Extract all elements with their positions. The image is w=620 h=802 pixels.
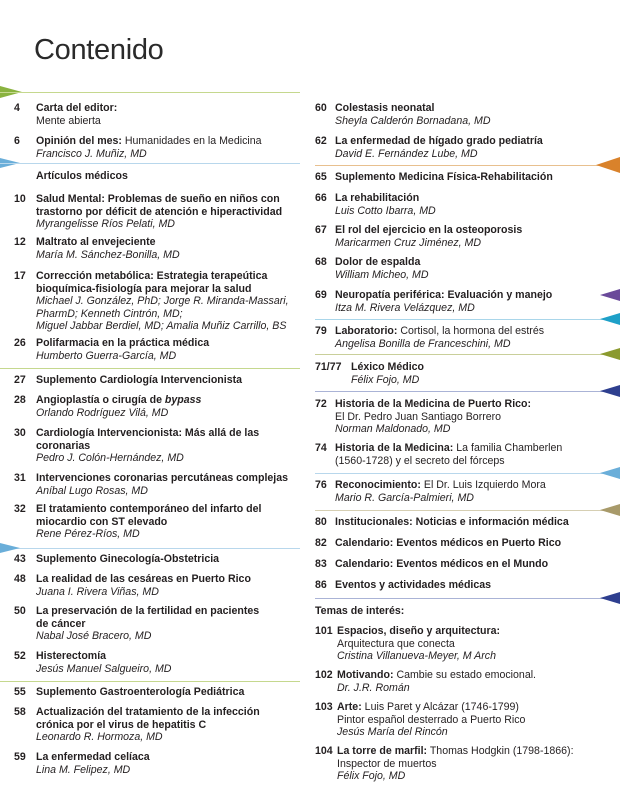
entry-title: El rol del ejercicio en la osteoporosis: [335, 224, 523, 236]
entry-author: William Micheo, MD: [335, 268, 429, 281]
entry-title: Actualización del tratamiento de la infección: [36, 706, 260, 718]
entry-author: Leonardo R. Hormoza, MD: [36, 731, 163, 744]
entry-title: La realidad de las cesáreas en Puerto Rico: [36, 573, 251, 585]
entry-title: Suplemento Medicina Física-Rehabilitación: [335, 171, 553, 183]
page-number: 86: [315, 579, 327, 591]
section-heading-articulos: Artículos médicos: [36, 170, 128, 182]
entry-title: coronarias: [36, 439, 91, 452]
darkblue-wedge-decoration: [600, 592, 620, 604]
entry-author: Maricarmen Cruz Jiménez, MD: [335, 236, 481, 249]
entry-subtitle: (1560-1728) y el secreto del fórceps: [335, 454, 505, 467]
entry-subtitle: El Dr. Pedro Juan Santiago Borrero: [335, 410, 502, 423]
entry-title: Corrección metabólica: Estrategia terapeútica: [36, 270, 268, 282]
toc-entry-4[interactable]: [14, 102, 299, 127]
divider: [315, 473, 620, 474]
page-number: 72: [315, 398, 327, 410]
page-number: 12: [14, 236, 26, 248]
entry-title: Salud Mental: Problemas de sueño en niños con: [36, 193, 280, 205]
blue-wedge-decoration: [600, 467, 620, 479]
page-number: 10: [14, 193, 26, 205]
page-number: 82: [315, 537, 327, 549]
entry-title: trastorno por déficit de atención e hiperactividad: [36, 205, 283, 218]
page-number: 58: [14, 706, 26, 718]
entry-subtitle: El Dr. Luis Izquierdo Mora: [420, 479, 546, 491]
darkblue-wedge-decoration: [600, 385, 620, 397]
entry-author: David E. Fernández Lube, MD: [335, 147, 478, 160]
toc-entry-104[interactable]: [315, 745, 615, 783]
entry-title: Carta del editor:: [36, 102, 118, 114]
toc-entry-79[interactable]: [315, 325, 600, 350]
entry-title: de cáncer: [36, 617, 86, 630]
entry-author: Félix Fojo, MD: [337, 770, 406, 783]
toc-entry-83[interactable]: [315, 558, 600, 571]
entry-title: Histerectomía: [36, 650, 107, 662]
toc-entry-6[interactable]: [14, 135, 299, 160]
tan-wedge-decoration: [600, 504, 620, 516]
entry-title: Espacios, diseño y arquitectura:: [337, 625, 501, 637]
page-number: 48: [14, 573, 26, 585]
entry-title: La preservación de la fertilidad en pacientes: [36, 605, 260, 617]
toc-entry-50[interactable]: [14, 605, 299, 643]
entry-title: Calendario: Eventos médicos en el Mundo: [335, 558, 549, 570]
entry-subtitle: Luis Paret y Alcázar (1746-1799): [361, 701, 519, 713]
entry-author: Humberto Guerra-García, MD: [36, 349, 177, 362]
entry-title: crónica por el virus de hepatitis C: [36, 718, 207, 731]
divider: [315, 391, 620, 392]
page-number: 68: [315, 256, 327, 268]
toc-entry-68[interactable]: [315, 256, 600, 281]
page-number: 17: [14, 270, 26, 282]
entry-title: Intervenciones coronarias percutáneas complejas: [36, 472, 288, 484]
entry-title: Historia de la Medicina:: [335, 442, 454, 454]
section-heading-temas: Temas de interés:: [315, 605, 405, 617]
page-number: 71/77: [315, 361, 342, 373]
entry-subtitle: La familia Chamberlen: [453, 442, 563, 454]
page-number: 79: [315, 325, 327, 337]
entry-title: Suplemento Gastroenterología Pediátrica: [36, 686, 245, 698]
entry-title: Arte:: [337, 701, 362, 713]
entry-author: Aníbal Lugo Rosas, MD: [36, 484, 148, 497]
entry-subtitle: Mente abierta: [36, 114, 101, 127]
entry-author: Mario R. García-Palmieri, MD: [335, 491, 474, 504]
entry-title: Opinión del mes:: [36, 135, 122, 147]
page-number: 52: [14, 650, 26, 662]
entry-title: Historia de la Medicina de Puerto Rico:: [335, 398, 532, 410]
page-number: 76: [315, 479, 327, 491]
page-number: 104: [315, 745, 333, 757]
page-number: 55: [14, 686, 26, 698]
entry-title: Suplemento Ginecología-Obstetricia: [36, 553, 220, 565]
page-number: 27: [14, 374, 26, 386]
toc-entry-103[interactable]: [315, 701, 605, 739]
entry-title: miocardio con ST elevado: [36, 515, 168, 528]
page-number: 102: [315, 669, 333, 681]
entry-subtitle: Cambie su estado emocional.: [393, 669, 537, 681]
entry-subtitle: Inspector de muertos: [337, 757, 437, 770]
entry-title: Suplemento Cardiología Intervencionista: [36, 374, 243, 386]
entry-title: Eventos y actividades médicas: [335, 579, 492, 591]
page-number: 69: [315, 289, 327, 301]
entry-title: Léxico Médico: [351, 361, 424, 373]
toc-entry-65[interactable]: [315, 171, 610, 184]
entry-author: Nabal José Bracero, MD: [36, 630, 152, 643]
teal-wedge-decoration: [600, 313, 620, 325]
page-number: 66: [315, 192, 327, 204]
entry-title: La torre de marfil:: [337, 745, 428, 757]
page-number: 6: [14, 135, 20, 147]
toc-entry-69[interactable]: [315, 289, 600, 314]
entry-author: Cristina Villanueva-Meyer, M Arch: [337, 650, 496, 663]
entry-title: La enfermedad celíaca: [36, 751, 150, 763]
toc-entry-59[interactable]: [14, 751, 299, 776]
page-number: 65: [315, 171, 327, 183]
toc-entry-26[interactable]: [14, 337, 299, 362]
divider: [0, 548, 300, 549]
toc-entry-66[interactable]: [315, 192, 600, 217]
page-number: 67: [315, 224, 327, 236]
entry-title: bioquímica-fisiología para mejorar la salud: [36, 282, 252, 295]
toc-entry-52[interactable]: [14, 650, 299, 675]
divider: [0, 92, 300, 93]
entry-author: Myrangelisse Ríos Pelati, MD: [36, 218, 175, 231]
entry-title: El tratamiento contemporáneo del infarto del: [36, 503, 262, 515]
entry-author: PharmD; Kenneth Cintrón, MD;: [36, 307, 183, 320]
entry-title: Laboratorio:: [335, 325, 398, 337]
entry-title: Calendario: Eventos médicos en Puerto Rico: [335, 537, 562, 549]
entry-title: Neuropatía periférica: Evaluación y manejo: [335, 289, 553, 301]
toc-entry-28[interactable]: [14, 394, 299, 419]
page-number: 32: [14, 503, 26, 515]
purple-wedge-decoration: [600, 289, 620, 301]
blue-wedge-decoration: [0, 543, 20, 553]
toc-entry-72[interactable]: [315, 398, 600, 436]
entry-author: Jesús María del Rincón: [337, 726, 448, 739]
entry-title: La rehabilitación: [335, 192, 420, 204]
entry-subtitle: Humanidades en la Medicina: [121, 135, 262, 147]
entry-subtitle: Thomas Hodgkin (1798-1866):: [427, 745, 574, 757]
entry-author: Luis Cotto Ibarra, MD: [335, 204, 436, 217]
divider: [0, 368, 300, 369]
toc-entry-74[interactable]: [315, 442, 600, 467]
entry-title: La enfermedad de hígado grado pediatría: [335, 135, 543, 147]
toc-entry-76[interactable]: [315, 479, 600, 504]
entry-author: Miguel Jabbar Berdiel, MD; Amalia Muñiz Carrillo, BS: [36, 320, 287, 333]
divider: [0, 681, 300, 682]
page-title: Contenido: [34, 34, 164, 66]
entry-author: Jesús Manuel Salgueiro, MD: [36, 662, 172, 675]
toc-entry-82[interactable]: [315, 537, 600, 550]
divider: [315, 598, 620, 599]
toc-entry-67[interactable]: [315, 224, 600, 249]
page-number: 83: [315, 558, 327, 570]
page-number: 59: [14, 751, 26, 763]
page-number: 101: [315, 625, 333, 637]
page-number: 4: [14, 102, 20, 114]
entry-author: Juana I. Rivera Viñas, MD: [36, 585, 159, 598]
page-number: 80: [315, 516, 327, 528]
entry-author: Lina M. Felipez, MD: [36, 763, 131, 776]
entry-author: Michael J. González, PhD; Jorge R. Miranda-Massari,: [36, 295, 289, 308]
page-number: 103: [315, 701, 333, 713]
entry-title: Polifarmacia en la práctica médica: [36, 337, 210, 349]
entry-author: Francisco J. Muñiz, MD: [36, 147, 147, 160]
page-number: 28: [14, 394, 26, 406]
toc-entry-55[interactable]: [14, 686, 299, 699]
entry-title: Maltrato al envejeciente: [36, 236, 156, 248]
toc-entry-12[interactable]: [14, 236, 299, 261]
entry-author: Félix Fojo, MD: [351, 373, 420, 386]
entry-subtitle: Arquitectura que conecta: [337, 637, 455, 650]
toc-entry-31[interactable]: [14, 472, 304, 497]
entry-author: Dr. J.R. Román: [337, 681, 410, 694]
entry-title: Institucionales: Noticias e información médica: [335, 516, 569, 528]
divider: [0, 163, 300, 164]
divider: [315, 510, 620, 511]
entry-title: Angioplastía o cirugía de: [36, 394, 165, 406]
toc-entry-10[interactable]: [14, 193, 304, 231]
page-number: 30: [14, 427, 26, 439]
divider: [315, 354, 620, 355]
toc-entry-101[interactable]: [315, 625, 605, 663]
toc-entry-102[interactable]: [315, 669, 605, 694]
entry-author: Angelisa Bonilla de Franceschini, MD: [335, 337, 511, 350]
divider: [315, 319, 620, 320]
page-number: 31: [14, 472, 26, 484]
toc-entry-48[interactable]: [14, 573, 299, 598]
page-number: 26: [14, 337, 26, 349]
toc-entry-43[interactable]: [14, 553, 299, 566]
toc-entry-27[interactable]: [14, 374, 299, 387]
entry-author: María M. Sánchez-Bonilla, MD: [36, 248, 180, 261]
entry-title: Cardiología Intervencionista: Más allá de las: [36, 427, 260, 439]
entry-subtitle: Pintor español desterrado a Puerto Rico: [337, 713, 526, 726]
toc-entry-32[interactable]: [14, 503, 299, 541]
entry-author: Itza M. Rivera Velázquez, MD: [335, 301, 475, 314]
entry-title: Colestasis neonatal: [335, 102, 435, 114]
page-number: 43: [14, 553, 26, 565]
toc-entry-30[interactable]: [14, 427, 299, 465]
toc-entry-58[interactable]: [14, 706, 299, 744]
entry-title: Dolor de espalda: [335, 256, 421, 268]
olive-wedge-decoration: [600, 348, 620, 360]
toc-entry-60[interactable]: [315, 102, 600, 127]
entry-author: Pedro J. Colón-Hernández, MD: [36, 452, 184, 465]
entry-author: Norman Maldonado, MD: [335, 423, 451, 436]
page-number: 60: [315, 102, 327, 114]
toc-entry-62[interactable]: [315, 135, 600, 160]
page-number: 50: [14, 605, 26, 617]
divider: [315, 165, 620, 166]
entry-title: Motivando:: [337, 669, 394, 681]
page-number: 62: [315, 135, 327, 147]
entry-author: Orlando Rodríguez Vilá, MD: [36, 406, 169, 419]
entry-title-italic: bypass: [164, 394, 202, 406]
toc-entry-71-77[interactable]: [315, 361, 600, 386]
entry-author: Sheyla Calderón Bornadana, MD: [335, 114, 491, 127]
entry-author: Rene Pérez-Ríos, MD: [36, 528, 140, 541]
toc-entry-17[interactable]: [14, 270, 304, 333]
entry-subtitle: Cortisol, la hormona del estrés: [397, 325, 545, 337]
entry-title: Reconocimiento:: [335, 479, 421, 491]
toc-entry-80[interactable]: [315, 516, 615, 529]
toc-entry-86[interactable]: [315, 579, 600, 592]
page-number: 74: [315, 442, 327, 454]
